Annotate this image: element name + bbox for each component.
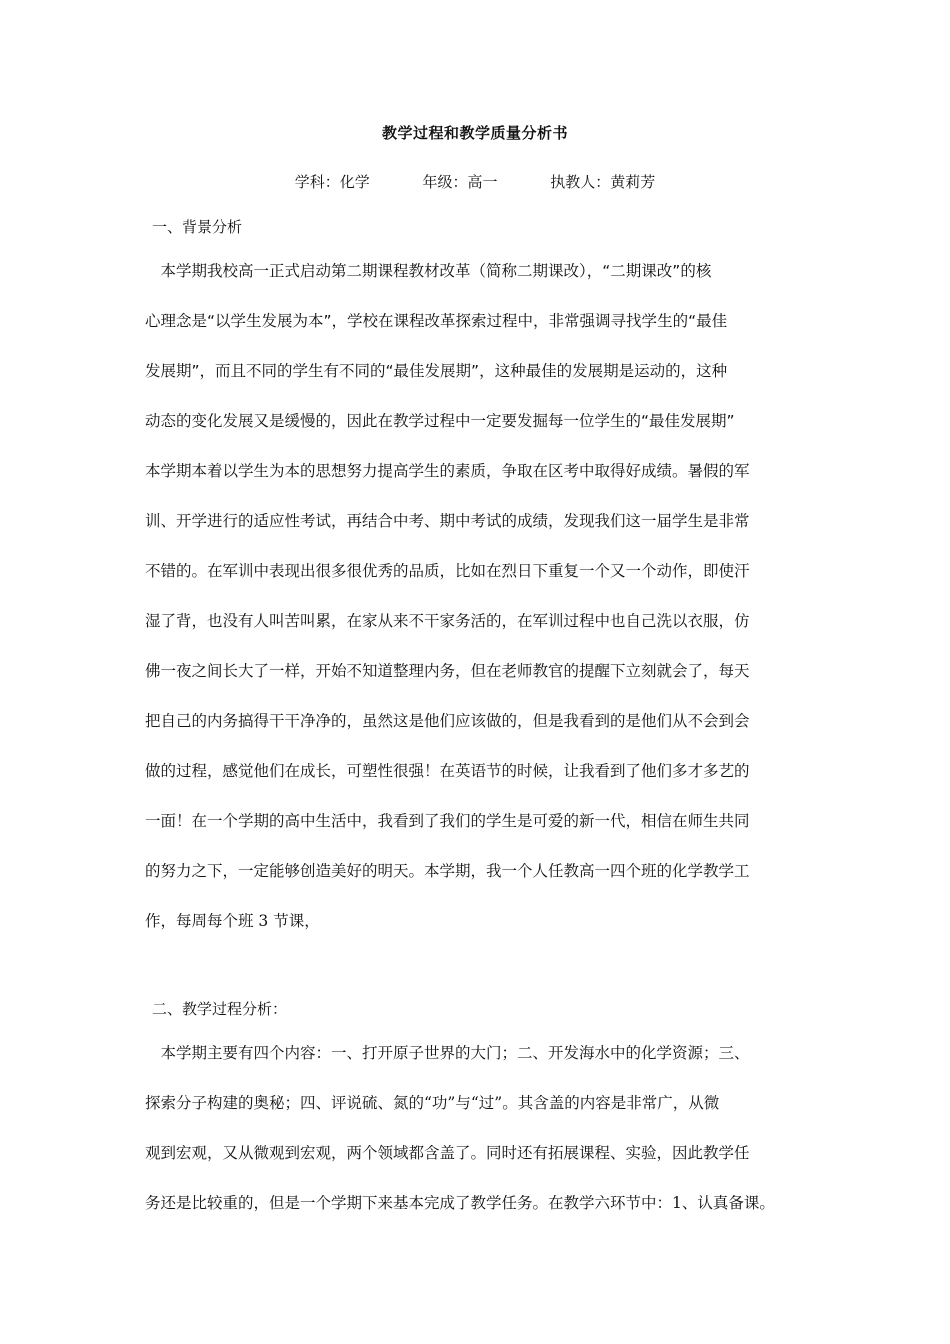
paragraph-line: 心理念是“以学生发展为本”，学校在课程改革探索过程中，非常强调寻找学生的“最佳: [145, 312, 728, 330]
section-heading-background: 一、背景分析: [152, 218, 243, 236]
paragraph-line: 务还是比较重的，但是一个学期下来基本完成了教学任务。在教学六环节中：1、认真备课。: [145, 1194, 775, 1212]
paragraph-line: 发展期”，而且不同的学生有不同的“最佳发展期”，这种最佳的发展期是运动的，这种: [145, 362, 728, 380]
mixed-line-serif-part: 本学期，我一个人任教高一四个班的化学教学工: [424, 862, 750, 880]
paragraph-line: 作，每周每个班 3 节课，: [145, 912, 320, 930]
background-paragraph: [145, 246, 825, 946]
paragraph-line: 做的过程，感觉他们在成长，可塑性很强！在英语节的时候，让我看到了他们多才多艺的: [145, 762, 750, 780]
paragraph-line: 训、开学进行的适应性考试，再结合中考、期中考试的成绩，发现我们这一届学生是非常: [145, 512, 750, 530]
paragraph-line: 佛一夜之间长大了一样，开始不知道整理内务，但在老师教官的提醒下立刻就会了，每天: [145, 662, 750, 680]
document-meta: [0, 171, 950, 192]
paragraph-line: 探索分子构建的奥秘；四、评说硫、氮的“功”与“过”。其含盖的内容是非常广，从微: [145, 1094, 720, 1112]
paragraph-line: 不错的。在军训中表现出很多很优秀的品质，比如在烈日下重复一个又一个动作，即使汗: [145, 562, 750, 580]
subject-label: 学科：化学: [294, 173, 370, 191]
paragraph-line: 本学期主要有四个内容：一、打开原子世界的大门；二、开发海水中的化学资源；三、: [145, 1044, 750, 1062]
section-heading-teaching-process: 二、教学过程分析：: [152, 1000, 288, 1018]
paragraph-line: 把自己的内务搞得干干净净的，虽然这是他们应该做的，但是我看到的是他们从不会到会: [145, 712, 750, 730]
teacher-label: 执教人：黄莉芳: [550, 173, 656, 191]
paragraph-line: 湿了背，也没有人叫苦叫累，在家从来不干家务活的，在军训过程中也自己洗以衣服，仿: [145, 612, 750, 630]
document-title: 教学过程和教学质量分析书: [381, 124, 568, 142]
paragraph-line: 本学期我校高一正式启动第二期课程教材改革（简称二期课改），“二期课改”的核: [145, 262, 712, 280]
paragraph-line: 一面！在一个学期的高中生活中，我看到了我们的学生是可爱的新一代，相信在师生共同: [145, 812, 750, 830]
paragraph-line: 本学期本着以学生为本的思想努力提高学生的素质，争取在区考中取得好成绩。暑假的军: [145, 462, 750, 480]
paragraph-line: 动态的变化发展又是缓慢的，因此在教学过程中一定要发掘每一位学生的“最佳发展期”: [145, 412, 735, 430]
grade-label: 年级：高一: [422, 173, 498, 191]
mixed-line-sans-part: 的努力之下，一定能够创造美好的明天。: [145, 862, 425, 880]
paragraph-line: 观到宏观，又从微观到宏观，两个领域都含盖了。同时还有拓展课程、实验，因此教学任: [145, 1144, 750, 1162]
teaching-process-paragraph: [145, 1028, 825, 1228]
paragraph-line-mixed: [145, 846, 825, 896]
